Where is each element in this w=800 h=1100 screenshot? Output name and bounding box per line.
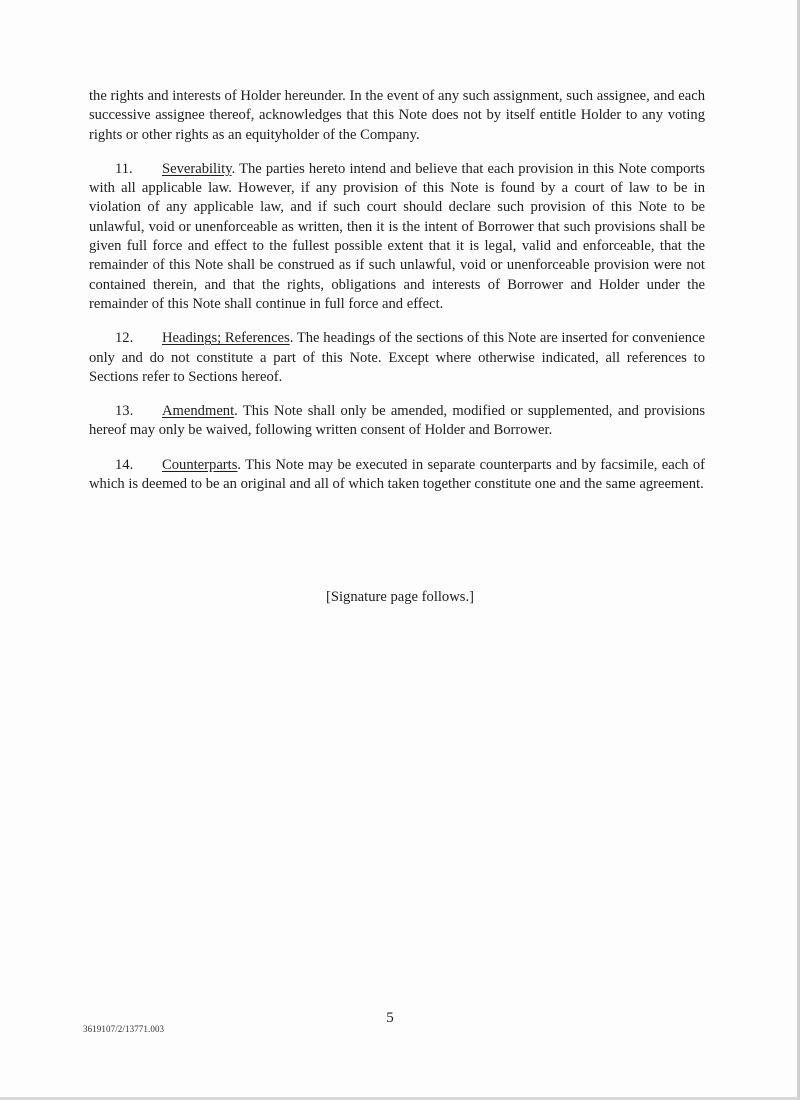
section-number: 11. xyxy=(115,160,133,177)
section-12 xyxy=(89,329,705,387)
document-code: 3619107/2/13771.003 xyxy=(83,1024,165,1034)
section-number: 12. xyxy=(115,330,134,347)
section-heading: Severability xyxy=(162,160,232,177)
section-number: 13. xyxy=(115,403,134,420)
intro-paragraph: the rights and interests of Holder hereunder. In the event of any such assignment, such assignee, and each successive assignee thereof, acknowledges that this Note does not by itself entitle Holder to any voting rights or other rights as an equityholder of the Company. xyxy=(89,88,705,143)
section-number: 14. xyxy=(115,456,134,473)
section-text: . The parties hereto intend and believe that each provision in this Note comports with all applicable law. However, if any provision of this Note is found by a court of law to be in violation of any applicable law, and if such court should declare such provision of this Note to be unlawful, void or unenforceable as written, then it is the intent of Borrower that such provisions shall be given full force and effect to the fullest possible extent that it is legal, valid and enforceable, that the remainder of this Note shall be construed as if such unlawful, void or unenforceable provision were not contained therein, and that the rights, obligations and interests of Borrower and Holder under the remainder of this Note shall continue in full force and effect. xyxy=(89,160,705,312)
section-heading: Counterparts xyxy=(162,456,238,473)
page-number: 5 xyxy=(386,1010,394,1026)
section-heading: Amendment xyxy=(162,403,235,420)
section-text: . This Note shall only be amended, modified or supplemented, and provisions hereof may only be waived, following written consent of Holder and Borrower. xyxy=(89,403,705,439)
document-body xyxy=(89,87,705,509)
section-text: . This Note may be executed in separate counterparts and by facsimile, each of which is deemed to be an original and all of which taken together constitute one and the same agreement. xyxy=(89,456,705,493)
section-14 xyxy=(89,456,705,495)
section-11 xyxy=(89,160,705,314)
section-heading: Headings; References xyxy=(162,330,290,347)
section-13 xyxy=(89,402,705,441)
section-text: . The headings of the sections of this Note are inserted for convenience only and do not constitute a part of this Note. Except where otherwise indicated, all references to Sections refer to Sections hereof. xyxy=(89,330,705,385)
signature-page-note: [Signature page follows.] xyxy=(326,589,474,605)
